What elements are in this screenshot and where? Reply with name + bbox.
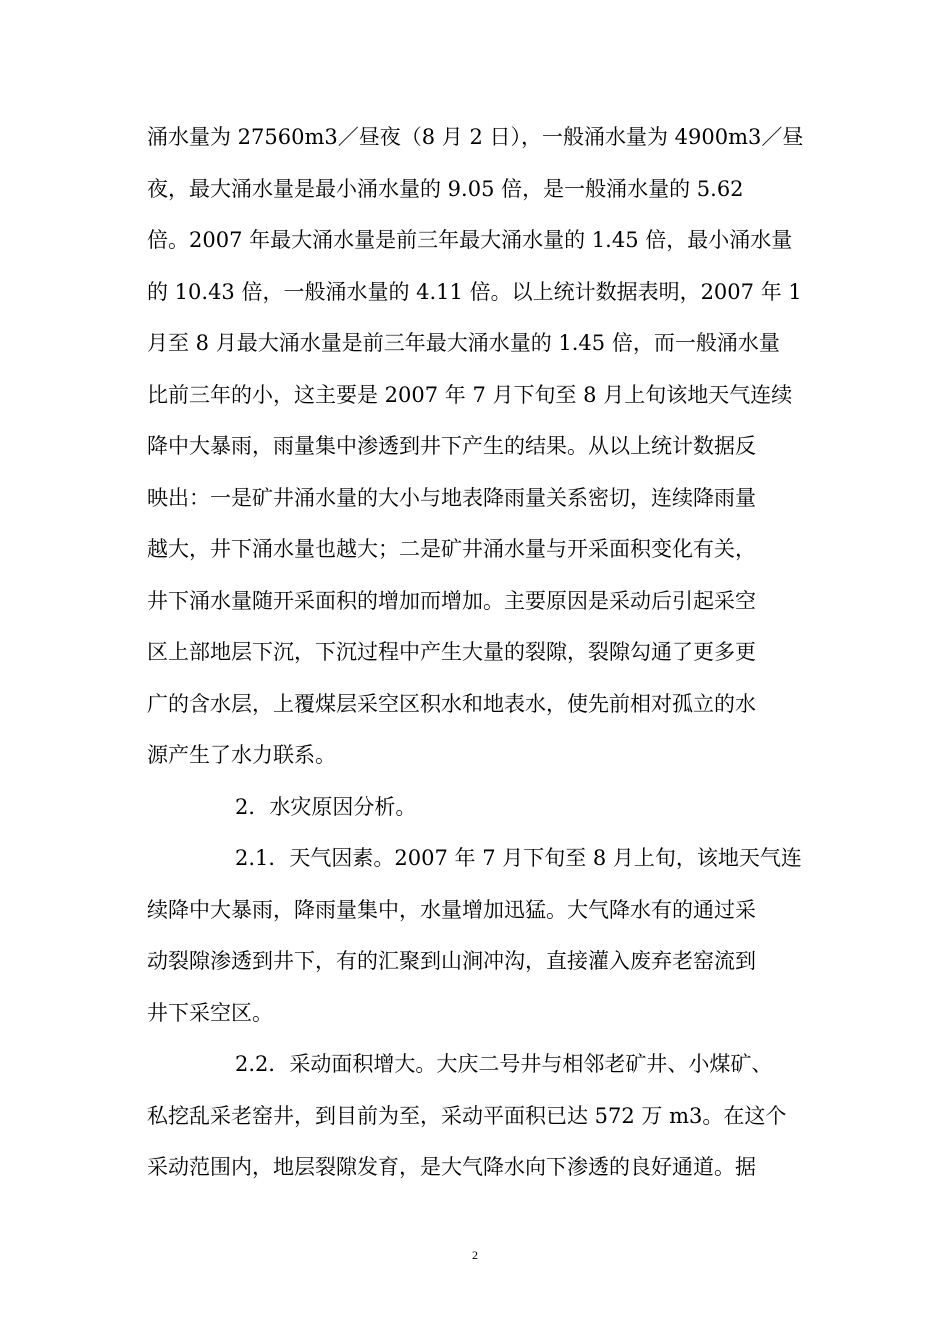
text-line: 的 10.43 倍，一般涌水量的 4.11 倍。以上统计数据表明，2007 年 1: [147, 279, 802, 304]
text-line: 月至 8 月最大涌水量是前三年最大涌水量的 1.45 倍，而一般涌水量: [147, 331, 780, 355]
text-line: 映出：一是矿井涌水量的大小与地表降雨量关系密切，连续降雨量: [147, 485, 756, 510]
text-line: 夜，最大涌水量是最小涌水量的 9.05 倍，是一般涌水量的 5.62: [147, 176, 744, 201]
page-number: 2: [472, 1248, 478, 1262]
text-line: 涌水量为 27560m3／昼夜（8 月 2 日），一般涌水量为 4900m3／昼: [147, 125, 804, 149]
text-line: 倍。2007 年最大涌水量是前三年最大涌水量的 1.45 倍，最小涌水量: [147, 228, 793, 252]
subsection-line: 2.1．天气因素。2007 年 7 月下旬至 8 月上旬，该地天气连: [235, 846, 802, 870]
text-line: 比前三年的小，这主要是 2007 年 7 月下旬至 8 月上旬该地天气连续: [147, 382, 793, 407]
text-line: 广的含水层，上覆煤层采空区积水和地表水，使先前相对孤立的水: [147, 691, 756, 716]
text-line: 区上部地层下沉，下沉过程中产生大量的裂隙，裂隙勾通了更多更: [147, 640, 756, 664]
text-line: 采动范围内，地层裂隙发育，是大气降水向下渗透的良好通道。据: [147, 1155, 756, 1179]
body-text: [147, 117, 807, 1199]
text-line: 降中大暴雨，雨量集中渗透到井下产生的结果。从以上统计数据反: [147, 434, 756, 458]
section-heading: 2．水灾原因分析。: [235, 794, 417, 819]
text-line: 动裂隙渗透到井下，有的汇聚到山涧冲沟，直接灌入废弃老窑流到: [147, 949, 756, 973]
text-line: 井下涌水量随开采面积的增加而增加。主要原因是采动后引起采空: [147, 588, 756, 613]
subsection-line: 2.2．采动面积增大。大庆二号井与相邻老矿井、小煤矿、: [235, 1052, 773, 1076]
text-line: 续降中大暴雨，降雨量集中，水量增加迅猛。大气降水有的通过采: [147, 897, 756, 922]
text-line: 越大，井下涌水量也越大；二是矿井涌水量与开采面积变化有关，: [147, 537, 756, 561]
text-line: 井下采空区。: [147, 1000, 273, 1025]
text-line: 私挖乱采老窑井，到目前为至，采动平面积已达 572 万 m3。在这个: [147, 1103, 787, 1128]
text-line: 源产生了水力联系。: [147, 743, 336, 767]
